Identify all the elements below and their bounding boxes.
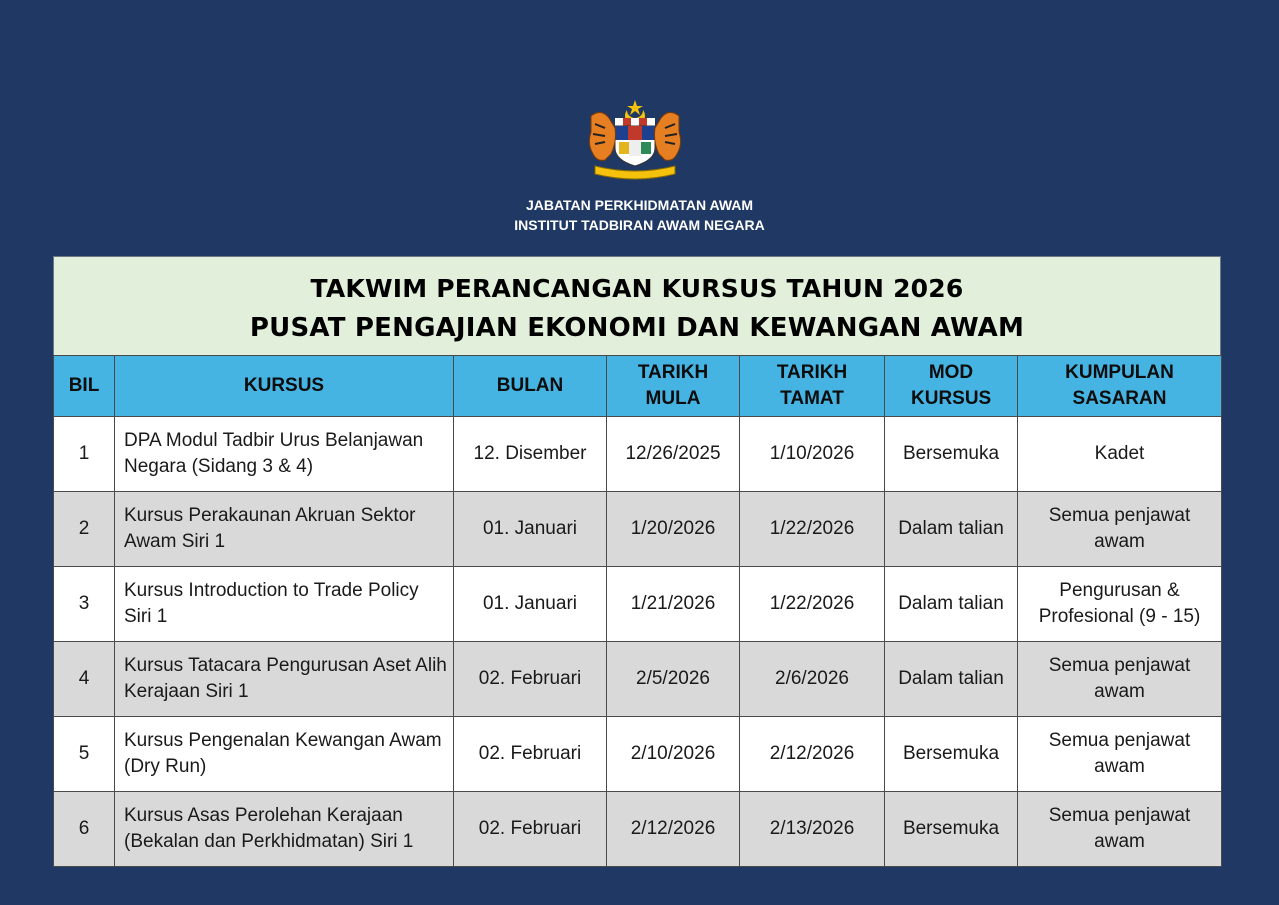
column-header-tarikh-tamat-text: TARIKH TAMAT [776, 362, 848, 409]
cell-mod-kursus: Bersemuka [885, 717, 1018, 792]
cell-tarikh-mula: 2/12/2026 [607, 792, 740, 867]
cell-tarikh-tamat: 2/6/2026 [740, 642, 885, 717]
cell-tarikh-mula: 2/5/2026 [607, 642, 740, 717]
table-row [54, 417, 1222, 492]
table-row [54, 567, 1222, 642]
cell-kumpulan-sasaran-text: Pengurusan & Profesional (9 - 15) [1038, 580, 1201, 627]
column-header-bil: BIL [54, 356, 115, 417]
cell-kumpulan-sasaran-text: Semua penjawat awam [1048, 505, 1191, 552]
cell-kumpulan-sasaran [1018, 792, 1222, 867]
cell-kumpulan-sasaran [1018, 717, 1222, 792]
cell-kumpulan-sasaran-text: Semua penjawat awam [1048, 655, 1191, 702]
cell-kumpulan-sasaran [1018, 642, 1222, 717]
cell-tarikh-tamat: 1/10/2026 [740, 417, 885, 492]
cell-bil: 5 [54, 717, 115, 792]
column-header-kumpulan-sasaran [1018, 356, 1222, 417]
agency-name-line-2: INSTITUT TADBIRAN AWAM NEGARA [514, 217, 765, 233]
cell-mod-kursus: Bersemuka [885, 417, 1018, 492]
cell-tarikh-tamat: 1/22/2026 [740, 492, 885, 567]
table-row [54, 642, 1222, 717]
cell-bulan: 02. Februari [454, 792, 607, 867]
cell-bulan: 12. Disember [454, 417, 607, 492]
cell-kumpulan-sasaran [1018, 567, 1222, 642]
cell-bil: 6 [54, 792, 115, 867]
column-header-kumpulan-sasaran-text: KUMPULAN SASARAN [1065, 362, 1174, 409]
column-header-tarikh-mula-text: TARIKH MULA [637, 362, 709, 409]
cell-tarikh-tamat: 2/13/2026 [740, 792, 885, 867]
column-header-tarikh-tamat [740, 356, 885, 417]
column-header-mod-kursus-text: MOD KURSUS [911, 362, 992, 409]
cell-tarikh-mula: 1/20/2026 [607, 492, 740, 567]
cell-kursus: Kursus Tatacara Pengurusan Aset Alih Kerajaan Siri 1 [115, 642, 454, 717]
cell-bulan: 02. Februari [454, 717, 607, 792]
cell-kursus: Kursus Perakaunan Akruan Sektor Awam Siri 1 [115, 492, 454, 567]
agency-name-line-1: JABATAN PERKHIDMATAN AWAM [525, 197, 754, 213]
cell-bil: 1 [54, 417, 115, 492]
column-header-kursus: KURSUS [115, 356, 454, 417]
calendar-title: TAKWIM PERANCANGAN KURSUS TAHUN 2026 [310, 274, 964, 303]
title-banner [53, 256, 1221, 355]
column-header-tarikh-mula [607, 356, 740, 417]
cell-kumpulan-sasaran-text: Semua penjawat awam [1048, 805, 1191, 852]
cell-kursus: DPA Modul Tadbir Urus Belanjawan Negara (Sidang 3 & 4) [115, 417, 454, 492]
cell-mod-kursus: Dalam talian [885, 642, 1018, 717]
cell-kumpulan-sasaran-text: Semua penjawat awam [1048, 730, 1191, 777]
column-header-bulan: BULAN [454, 356, 607, 417]
calendar-subtitle: PUSAT PENGAJIAN EKONOMI DAN KEWANGAN AWAM [249, 313, 1025, 343]
cell-tarikh-mula: 1/21/2026 [607, 567, 740, 642]
cell-bil: 4 [54, 642, 115, 717]
column-header-mod-kursus [885, 356, 1018, 417]
cell-tarikh-tamat: 1/22/2026 [740, 567, 885, 642]
cell-mod-kursus: Dalam talian [885, 567, 1018, 642]
cell-bulan: 02. Februari [454, 642, 607, 717]
cell-kumpulan-sasaran: Kadet [1018, 417, 1222, 492]
table-header-row [54, 356, 1222, 417]
course-calendar-sheet [53, 256, 1221, 867]
cell-kursus: Kursus Asas Perolehan Kerajaan (Bekalan dan Perkhidmatan) Siri 1 [115, 792, 454, 867]
cell-kumpulan-sasaran [1018, 492, 1222, 567]
cell-kursus: Kursus Pengenalan Kewangan Awam (Dry Run) [115, 717, 454, 792]
cell-bulan: 01. Januari [454, 567, 607, 642]
cell-mod-kursus: Bersemuka [885, 792, 1018, 867]
table-row [54, 717, 1222, 792]
malaysia-coat-of-arms-icon [581, 98, 689, 180]
cell-bil: 2 [54, 492, 115, 567]
cell-kursus: Kursus Introduction to Trade Policy Siri 1 [115, 567, 454, 642]
cell-bulan: 01. Januari [454, 492, 607, 567]
table-row [54, 792, 1222, 867]
cell-tarikh-mula: 2/10/2026 [607, 717, 740, 792]
cell-bil: 3 [54, 567, 115, 642]
cell-tarikh-tamat: 2/12/2026 [740, 717, 885, 792]
cell-mod-kursus: Dalam talian [885, 492, 1018, 567]
course-table [53, 355, 1222, 867]
cell-tarikh-mula: 12/26/2025 [607, 417, 740, 492]
table-row [54, 492, 1222, 567]
